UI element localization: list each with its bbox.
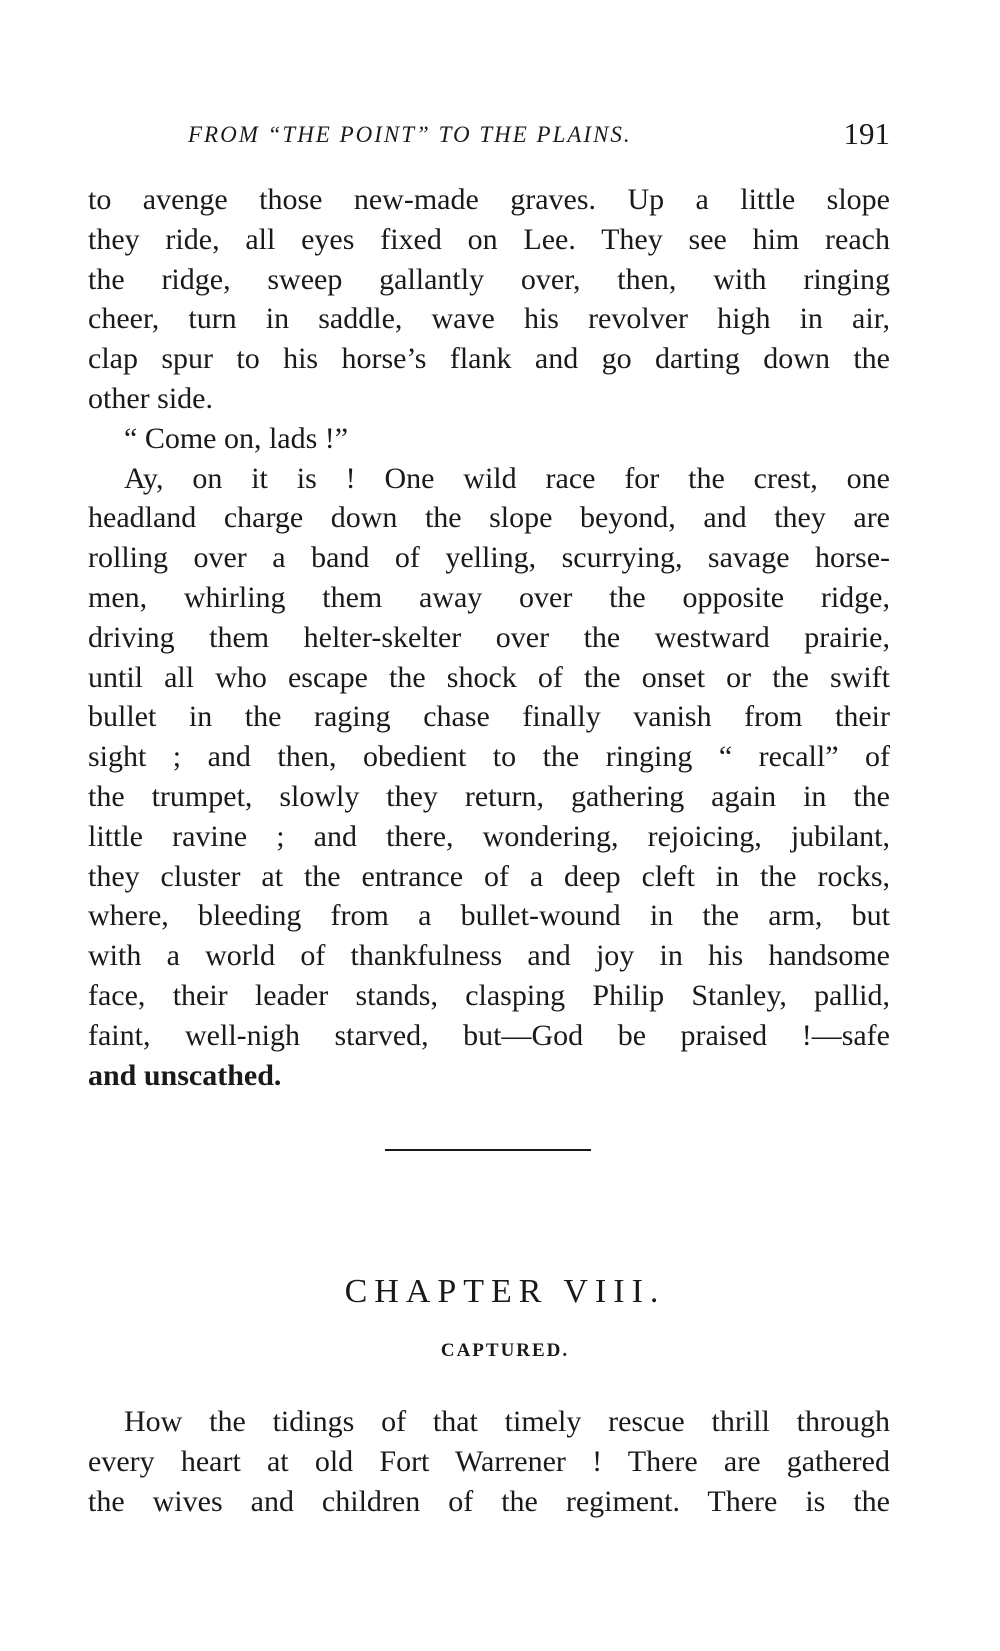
text-line: every heart at old Fort Warrener ! There are gathered	[88, 1444, 890, 1478]
section-divider	[385, 1149, 591, 1151]
text-line: clap spur to his horse’s flank and go darting down the	[88, 342, 890, 376]
text-line: sight ; and then, obedient to the ringing “ recall” of	[88, 740, 890, 774]
text-line: they cluster at the entrance of a deep cleft in the rocks,	[88, 859, 890, 893]
text-line: face, their leader stands, clasping Philip Stanley, pallid,	[88, 978, 890, 1012]
text-line: until all who escape the shock of the onset or the swift	[88, 660, 890, 694]
text-line: they ride, all eyes fixed on Lee. They see him reach	[88, 222, 890, 256]
text-line: to avenge those new-made graves. Up a little slope	[88, 183, 890, 216]
running-head	[88, 116, 890, 156]
text-line: headland charge down the slope beyond, and they are	[88, 501, 890, 535]
page-number: 191	[843, 116, 890, 151]
passage-one	[88, 180, 890, 1095]
chapter-subtitle: CAPTURED.	[440, 1340, 570, 1361]
text-line: and unscathed.	[88, 1058, 282, 1092]
text-line: rolling over a band of yelling, scurrying, savage horse-	[88, 541, 890, 575]
paragraph-start-line: Ay, on it is ! One wild race for the crest, one	[124, 461, 890, 495]
text-line: the trumpet, slowly they return, gathering again in the	[88, 779, 890, 813]
text-line: the wives and children of the regiment. There is the	[88, 1484, 890, 1518]
text-line: bullet in the raging chase finally vanish from their	[88, 700, 890, 734]
text-line: with a world of thankfulness and joy in his handsome	[88, 939, 890, 973]
text-line: driving them helter-skelter over the westward prairie,	[88, 620, 890, 654]
text-line: faint, well-nigh starved, but—God be praised !—safe	[88, 1018, 890, 1052]
chapter-heading: CHAPTER VIII.	[344, 1273, 666, 1310]
paragraph-start-line: How the tidings of that timely rescue thrill through	[124, 1405, 890, 1438]
text-line: other side.	[88, 381, 213, 415]
text-line: men, whirling them away over the opposite ridge,	[88, 580, 890, 614]
dialogue-line: “ Come on, lads !”	[124, 421, 349, 455]
text-line: little ravine ; and there, wondering, rejoicing, jubilant,	[88, 819, 890, 853]
passage-two	[88, 1402, 890, 1521]
text-line: where, bleeding from a bullet-wound in the arm, but	[88, 899, 890, 933]
text-line: cheer, turn in saddle, wave his revolver high in air,	[88, 302, 890, 336]
running-title: FROM “THE POINT” TO THE PLAINS.	[188, 122, 632, 147]
text-line: the ridge, sweep gallantly over, then, with ringing	[88, 262, 890, 296]
